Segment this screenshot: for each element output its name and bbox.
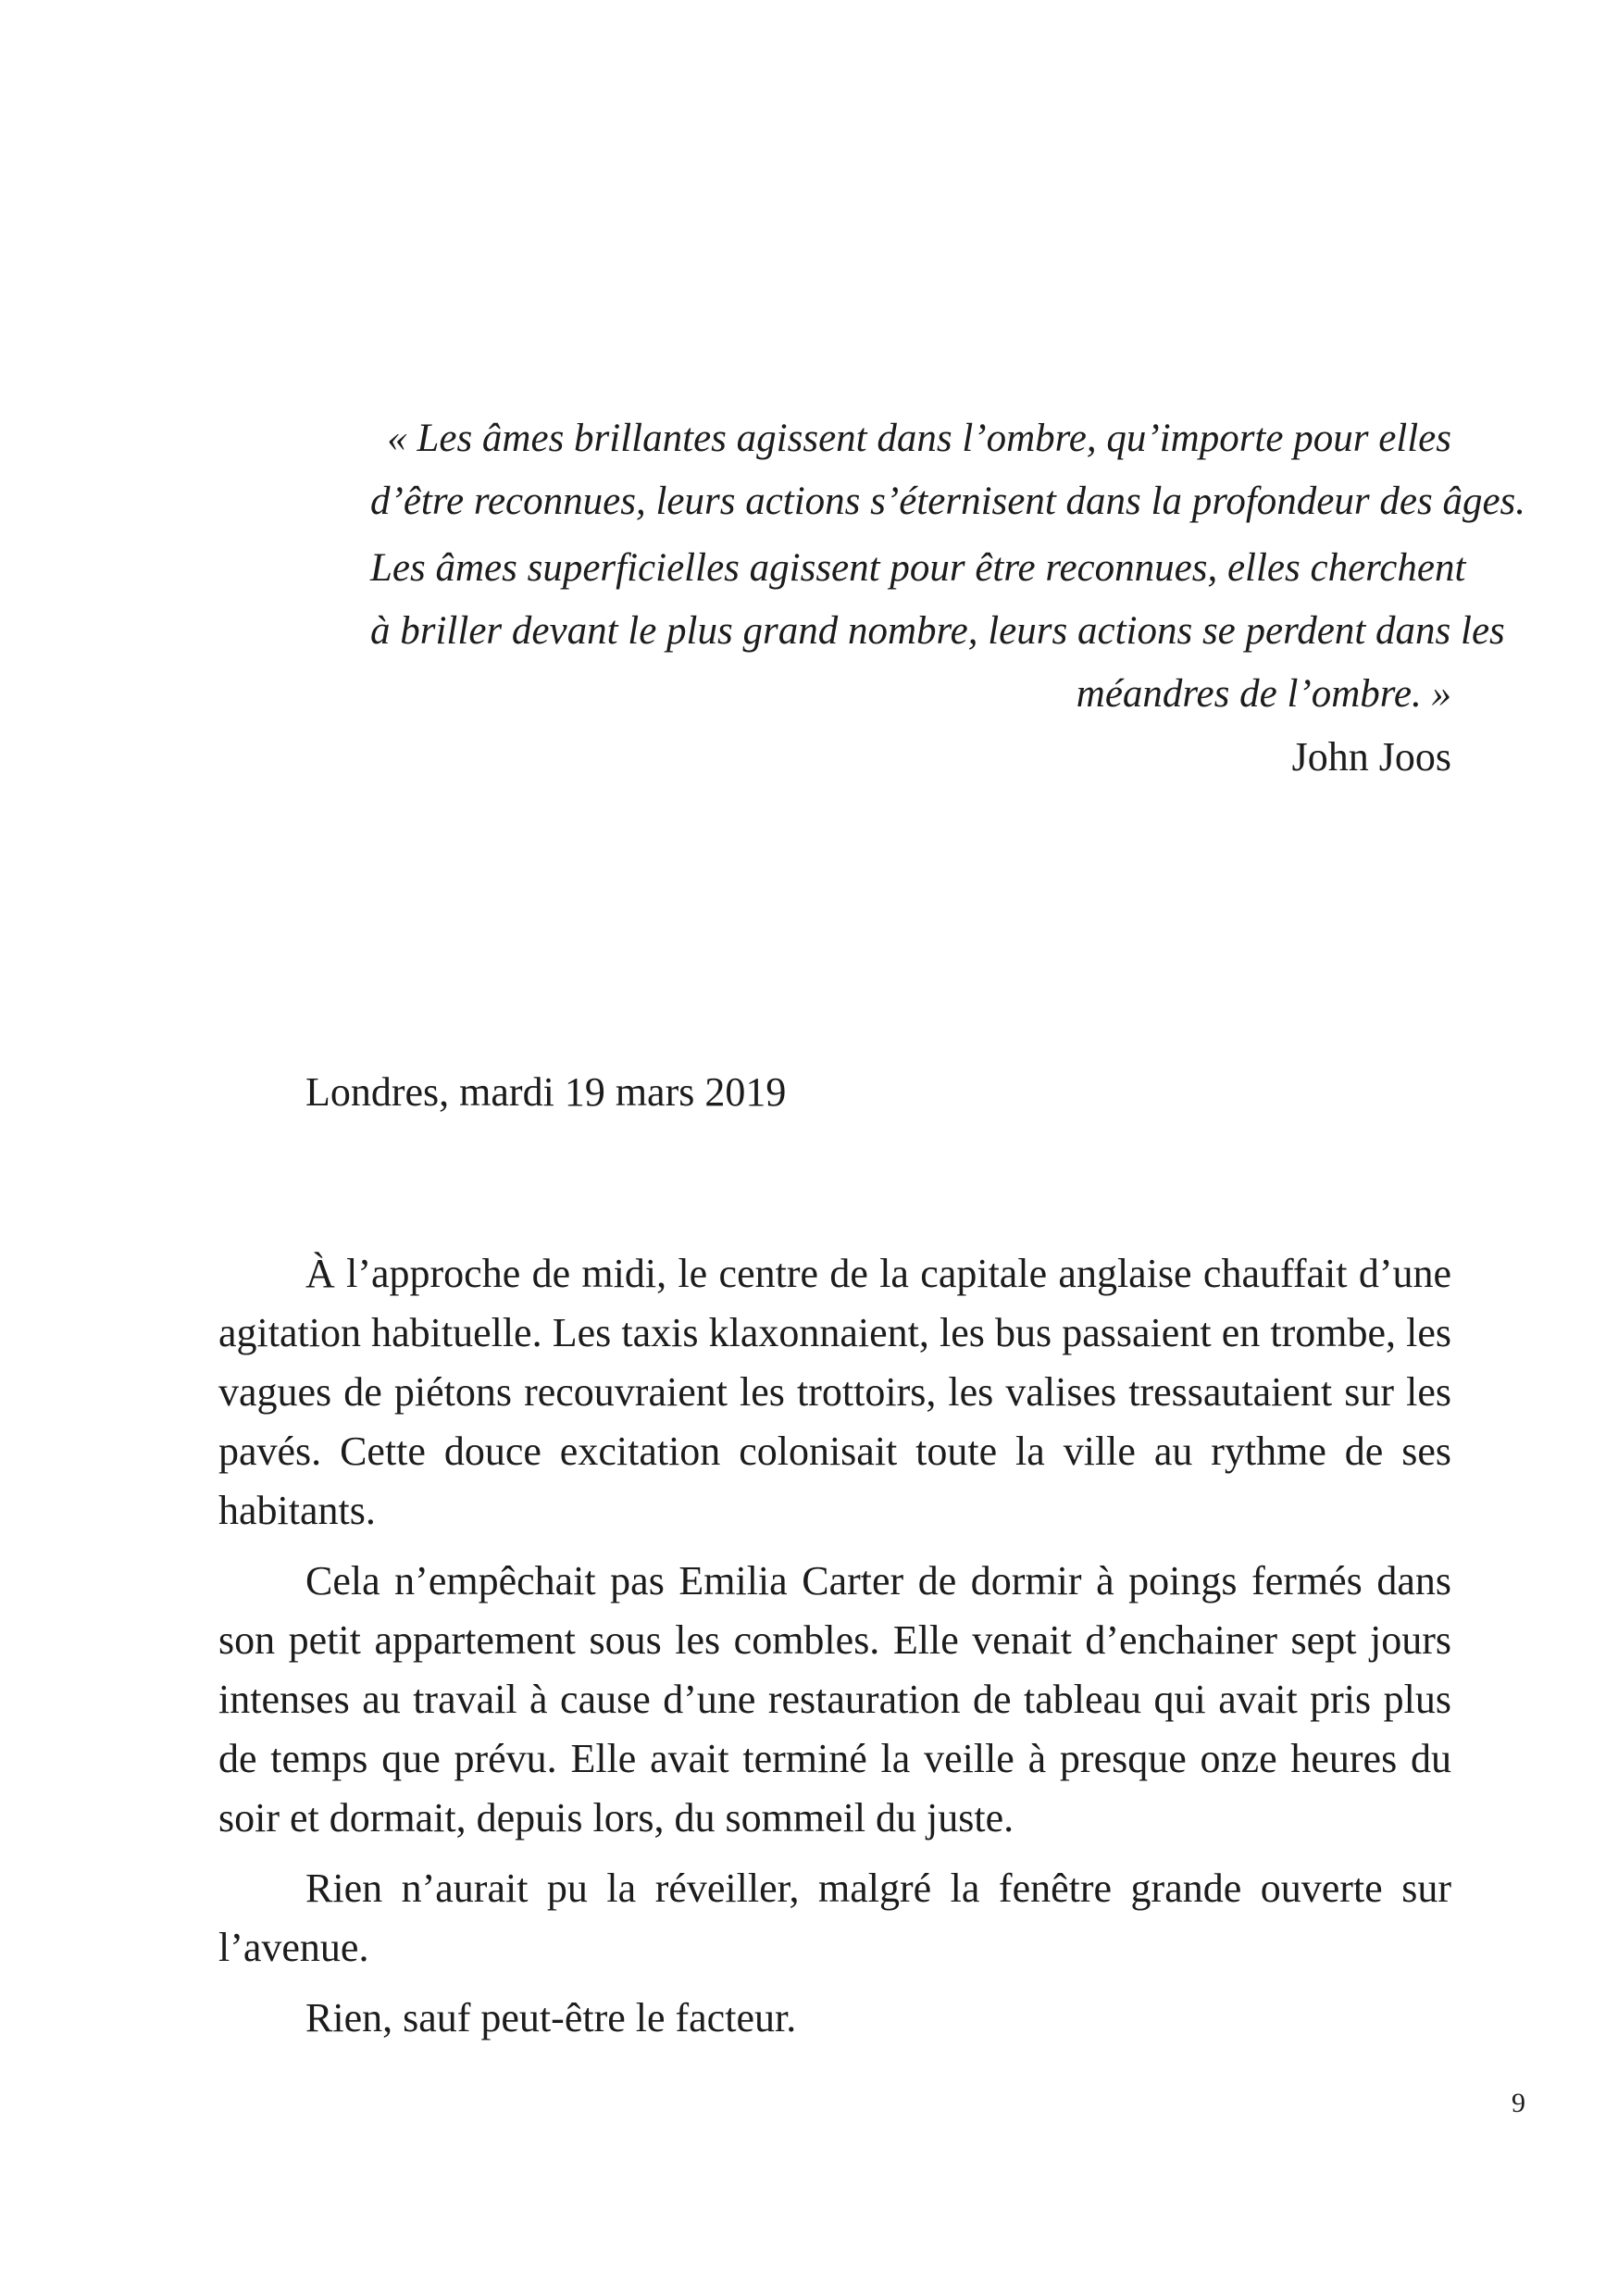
chapter-text (218, 1244, 1451, 2048)
paragraph: Rien n’aurait pu la réveiller, malgré la fenêtre grande ouverte sur l’avenue. (218, 1866, 1451, 1970)
epigraph-quote (370, 407, 1526, 726)
page-number: 9 (1512, 2088, 1525, 2118)
epigraph-author: John Joos (1291, 734, 1451, 780)
epigraph-line: à briller devant le plus grand nombre, leurs actions se perdent dans les (370, 609, 1505, 653)
epigraph-line: Les âmes superficielles agissent pour être reconnues, elles cherchent (370, 546, 1466, 590)
chapter (218, 1063, 1451, 2059)
epigraph-line: méandres de l’ombre. » (1076, 672, 1451, 716)
epigraph-line: « Les âmes brillantes agissent dans l’ombre, qu’importe pour elles (387, 417, 1451, 460)
paragraph: Rien, sauf peut-être le facteur. (305, 1995, 797, 2040)
chapter-date-line: Londres, mardi 19 mars 2019 (305, 1069, 787, 1115)
paragraph: À l’approche de midi, le centre de la capitale anglaise chauffait d’une agitation habituelle. Les taxis klaxonnaient, les bus passaient en trombe, les vagues de piétons recouvraient les trottoirs, les valises tressautaient sur les pavés. Cette douce excitation colonisait toute la ville au rythme de ses habitants. (218, 1251, 1451, 1533)
epigraph (370, 407, 1526, 789)
epigraph-line: d’être reconnues, leurs actions s’éternisent dans la profondeur des âges. (370, 480, 1526, 523)
paragraph: Cela n’empêchait pas Emilia Carter de dormir à poings fermés dans son petit appartement sous les combles. Elle venait d’enchainer sept jours intenses au travail à cause d’une restauration de tableau qui avait pris plus de temps que prévu. Elle avait terminé la veille à presque onze heures du soir et dormait, depuis lors, du sommeil du juste. (218, 1558, 1451, 1841)
